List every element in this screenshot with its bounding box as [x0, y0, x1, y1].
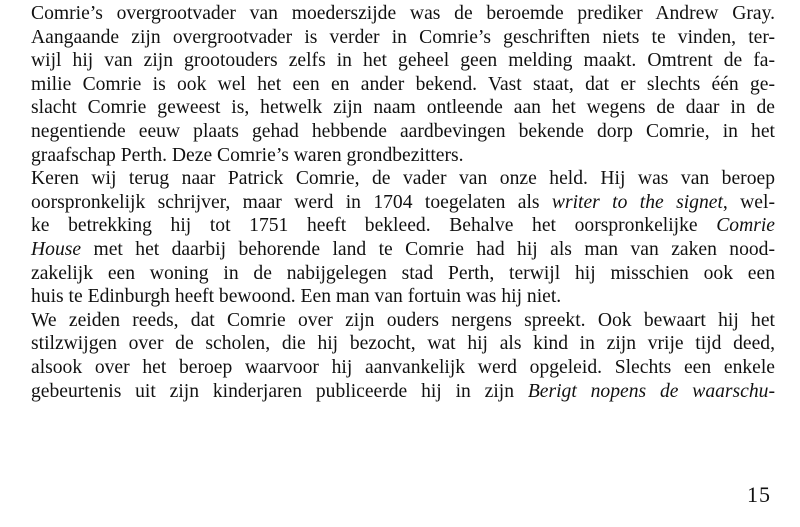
- text-line: [31, 144, 775, 168]
- text-line: [31, 73, 775, 97]
- text-run: gebeurtenis uit zijn kinderjaren publiceerde hij in zijn: [31, 380, 528, 402]
- italic-term: Berigt nopens de waarschu-: [527, 380, 775, 402]
- text-run: milie Comrie is ook wel het een en ander bekend. Vast staat, dat er slechts één ge-: [31, 73, 775, 95]
- text-run: oorspronkelijk schrijver, maar werd in 1704 toegelaten als: [31, 191, 552, 213]
- text-line: [31, 120, 775, 144]
- text-run: Comrie’s overgrootvader van moederszijde was de beroemde prediker Andrew Gray.: [31, 3, 775, 24]
- text-run: met het daarbij behorende land te Comrie had hij als man van zaken nood-: [81, 238, 775, 260]
- text-run: negentiende eeuw plaats gehad hebbende aardbevingen bekende dorp Comrie, in het: [31, 120, 775, 142]
- text-run: wijl hij van zijn grootouders zelfs in het geheel geen melding maakt. Omtrent de fa-: [31, 50, 775, 72]
- text-run: graafschap Perth. Deze Comrie’s waren grondbezitters.: [31, 144, 464, 166]
- text-run: We zeiden reeds, dat Comrie over zijn ouders nergens spreekt. Ook bewaart hij het: [31, 309, 775, 331]
- italic-term: Comrie: [716, 215, 775, 237]
- text-run: ke betrekking hij tot 1751 heeft bekleed. Behalve het oorspronkelijke: [31, 215, 717, 237]
- text-run: alsook over het beroep waarvoor hij aanvankelijk werd opgeleid. Slechts een enkele: [31, 356, 775, 378]
- text-line: [31, 49, 775, 73]
- text-line: [31, 356, 775, 380]
- text-run: , wel-: [722, 191, 775, 213]
- text-line: [31, 380, 775, 404]
- text-run: slacht Comrie geweest is, hetwelk zijn naam ontleende aan het wegens de daar in de: [31, 97, 775, 119]
- text-line: [31, 285, 775, 309]
- page-number: 15: [747, 482, 771, 507]
- text-line: [31, 2, 775, 26]
- text-line: [31, 191, 775, 215]
- text-line: [31, 214, 775, 238]
- text-line: [31, 309, 775, 333]
- text-run: Keren wij terug naar Patrick Comrie, de vader van onze held. Hij was van beroep: [31, 168, 775, 190]
- text-line: [31, 167, 775, 191]
- text-line: [31, 262, 775, 286]
- text-line: [31, 238, 775, 262]
- text-run: huis te Edinburgh heeft bewoond. Een man van fortuin was hij niet.: [31, 286, 562, 308]
- paragraph-3: [31, 309, 775, 403]
- text-run: zakelijk een woning in de nabijgelegen stad Perth, terwijl hij misschien ook een: [31, 262, 775, 284]
- text-run: stilzwijgen over de scholen, die hij bezocht, wat hij als kind in zijn vrije tijd deed,: [31, 333, 775, 355]
- paragraph-2: [31, 167, 775, 309]
- text-line: [31, 332, 775, 356]
- text-run: Aangaande zijn overgrootvader is verder in Comrie’s geschriften niets te vinden, ter-: [31, 26, 775, 48]
- paragraph-1: [31, 2, 775, 167]
- text-line: [31, 26, 775, 50]
- document-body: [31, 0, 775, 403]
- italic-term: House: [31, 238, 82, 260]
- text-line: [31, 96, 775, 120]
- italic-term: writer to the signet: [551, 191, 723, 213]
